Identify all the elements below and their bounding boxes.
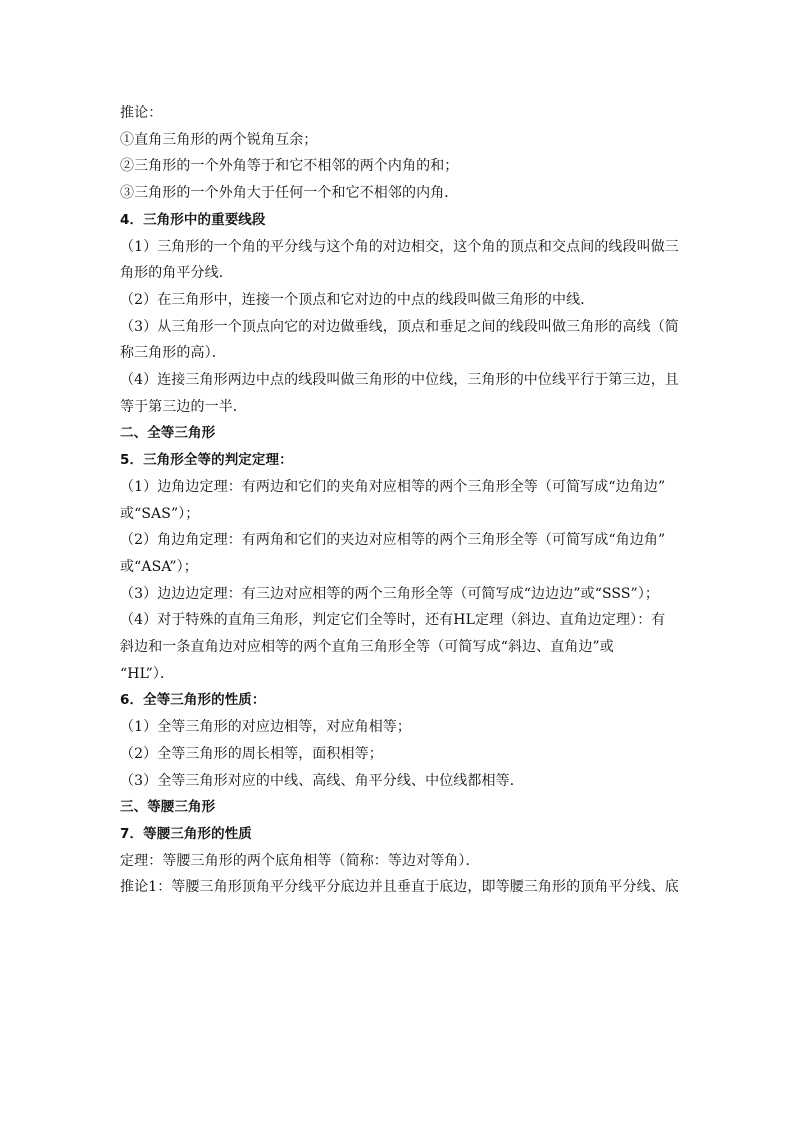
text-line: （1）全等三角形的对应边相等，对应角相等； [120,719,412,736]
chapter-heading-2: 二、全等三角形 [120,425,216,442]
text-line: 等于第三边的一半． [120,398,247,415]
text-line: 或“ASA”）； [120,558,198,575]
text-line: 斜边和一条直角边对应相等的两个直角三角形全等（可简写成“斜边、直角边”或 [120,639,614,656]
text-line-corollary-1: ①直角三角形的两个锐角互余； [120,131,318,148]
text-line: 或“SAS”）； [120,505,200,522]
text-line: （4）连接三角形两边中点的线段叫做三角形的中位线，三角形的中位线平行于第三边，且 [120,372,679,389]
chapter-heading-3: 三、等腰三角形 [120,799,216,816]
text-line: （2）全等三角形的周长相等，面积相等； [120,745,383,762]
section-heading-4: 4．三角形中的重要线段 [120,211,266,228]
text-line: （2）角边角定理：有两角和它们的夹边对应相等的两个三角形全等（可简写成“角边角” [120,532,666,549]
text-line: （3）从三角形一个顶点向它的对边做垂线，顶点和垂足之间的线段叫做三角形的高线（简 [120,318,679,335]
text-line: （3）全等三角形对应的中线、高线、角平分线、中位线都相等． [120,772,524,789]
text-line: （1）三角形的一个角的平分线与这个角的对边相交，这个角的顶点和交点间的线段叫做三 [120,238,679,255]
section-heading-5: 5．三角形全等的判定定理： [120,452,293,469]
text-line: 定理：等腰三角形的两个底角相等（简称：等边对等角）． [120,852,480,869]
text-line: （3）边边边定理：有三边对应相等的两个三角形全等（可简写成“边边边”或“SSS”）； [120,585,660,602]
text-line-corollary-3: ③三角形的一个外角大于任何一个和它不相邻的内角． [120,185,459,202]
section-heading-7: 7．等腰三角形的性质 [120,825,252,842]
text-line: “HL”）． [120,665,175,682]
text-line: （4）对于特殊的直角三角形，判定它们全等时，还有HL定理（斜边、直角边定理）：有 [120,612,666,629]
document-page [120,100,680,901]
text-line-corollary-2: ②三角形的一个外角等于和它不相邻的两个内角的和； [120,158,459,175]
text-line-corollary-heading: 推论： [120,105,163,121]
text-line: （1）边角边定理：有两边和它们的夹角对应相等的两个三角形全等（可简写成“边角边” [120,478,666,495]
text-line: 角形的角平分线． [120,265,233,282]
text-line: （2）在三角形中，连接一个顶点和它对边的中点的线段叫做三角形的中线． [120,291,595,308]
text-line: 称三角形的高）． [120,345,226,362]
text-line: 推论1：等腰三角形顶角平分线平分底边并且垂直于底边，即等腰三角形的顶角平分线、底 [120,879,679,896]
section-heading-6: 6．全等三角形的性质： [120,692,266,709]
